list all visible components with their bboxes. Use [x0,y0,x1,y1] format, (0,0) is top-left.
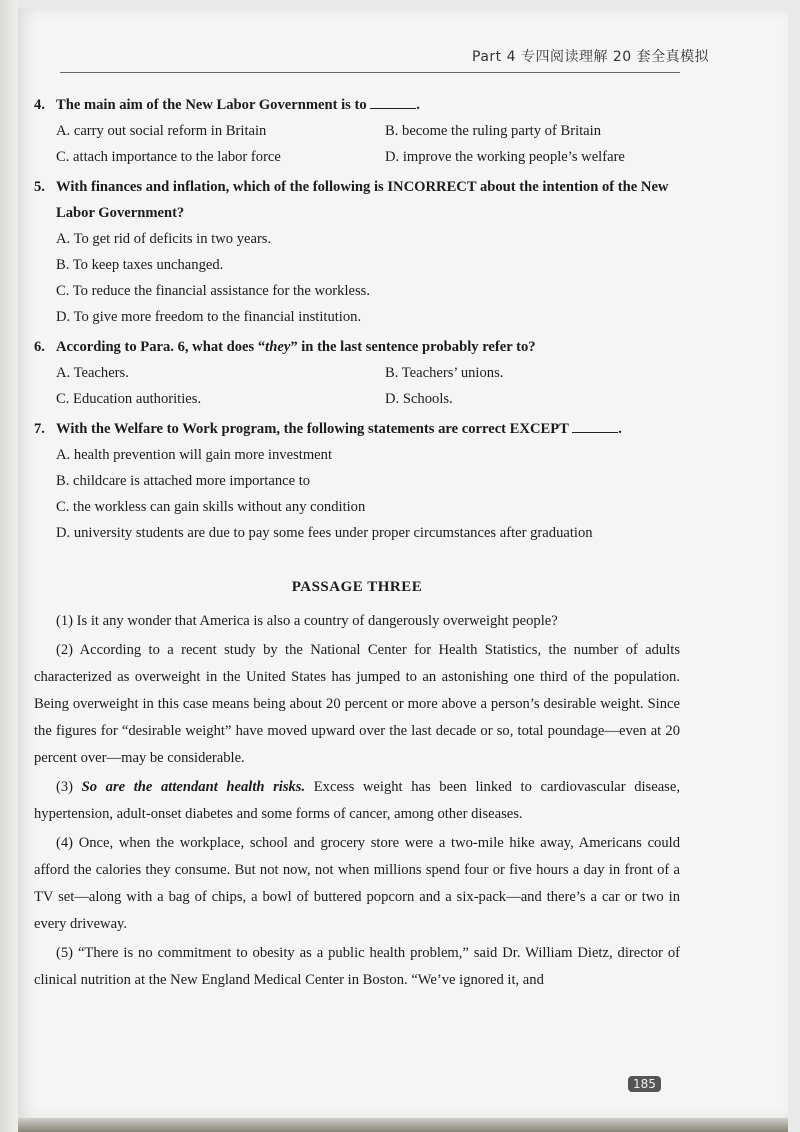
option-c: C. To reduce the financial assistance for the workless. [56,283,370,299]
option-c: C. attach importance to the labor force [56,149,281,165]
option-d: D. Schools. [385,391,453,407]
page-number: 185 [628,1076,661,1092]
option-a: A. carry out social reform in Britain [56,123,267,139]
question-7 [34,416,680,546]
paragraph-5: (5) “There is no commitment to obesity as a public health problem,” said Dr. William Dietz, director of clinical nutrition at the New England Medical Center in Boston. “We’ve ignored it, and [34,945,680,988]
question-stem: The main aim of the New Labor Government is to . [56,92,680,118]
option-a: A. To get rid of deficits in two years. [56,231,272,247]
paragraph-4: (4) Once, when the workplace, school and grocery store were a two-mile hike away, Americans could afford the calories they consume. But not now, not when millions spend four or five hours a day in front of a TV set—along with a bag of chips, a bowl of buttered popcorn and a six-pack—and there’s a car or two in every driveway. [34,835,680,932]
question-stem: With finances and inflation, which of the following is INCORRECT about the intention of the New Labor Government? [56,179,669,221]
option-c: C. the workless can gain skills without any condition [56,499,366,515]
header-rule [60,72,680,73]
running-header: Part 4 专四阅读理解 20 套全真模拟 [472,49,710,65]
option-c: C. Education authorities. [56,391,202,407]
question-5 [34,174,680,330]
option-a: A. health prevention will gain more investment [56,447,332,463]
option-b: B. To keep taxes unchanged. [56,257,224,273]
option-d: D. university students are due to pay some fees under proper circumstances after graduation [56,525,593,541]
question-4 [34,92,680,170]
book-spine-shadow [0,0,18,1132]
paragraph-lead-sentence: So are the attendant health risks. [81,779,306,795]
question-number: 6. [34,339,45,355]
option-b: B. childcare is attached more importance to [56,473,311,489]
question-stem: According to Para. 6, what does “they” in the last sentence probably refer to? [56,339,536,355]
question-stem: With the Welfare to Work program, the following statements are correct EXCEPT . [56,416,680,442]
question-number: 7. [34,421,45,437]
option-b: B. Teachers’ unions. [385,365,504,381]
answer-blank [370,94,416,109]
answer-blank [572,418,618,433]
paragraph-2: (2) According to a recent study by the National Center for Health Statistics, the number of adults characterized as overweight in the United States has jumped to an astonishing one third of the population. Being overweight in this case means being about 20 percent or more above a person’s desirable weight. Since the figures for “desirable weight” have moved upward over the last decade or so, total poundage—even at 20 percent over—may be considerable. [34,642,680,766]
option-a: A. Teachers. [56,365,129,381]
question-6 [34,334,680,412]
page-content [34,92,680,996]
desk-edge [18,1118,788,1132]
question-number: 4. [34,97,45,113]
option-d: D. improve the working people’s welfare [385,149,625,165]
option-b: B. become the ruling party of Britain [385,123,602,139]
paragraph-1: (1) Is it any wonder that America is also a country of dangerously overweight people? [56,613,558,629]
option-d: D. To give more freedom to the financial institution. [56,309,362,325]
question-number: 5. [34,179,45,195]
passage-title: PASSAGE THREE [291,579,423,595]
paragraph-3: (3) So are the attendant health risks. Excess weight has been linked to cardiovascular disease, hypertension, adult-onset diabetes and some forms of cancer, among other diseases. [34,779,680,822]
